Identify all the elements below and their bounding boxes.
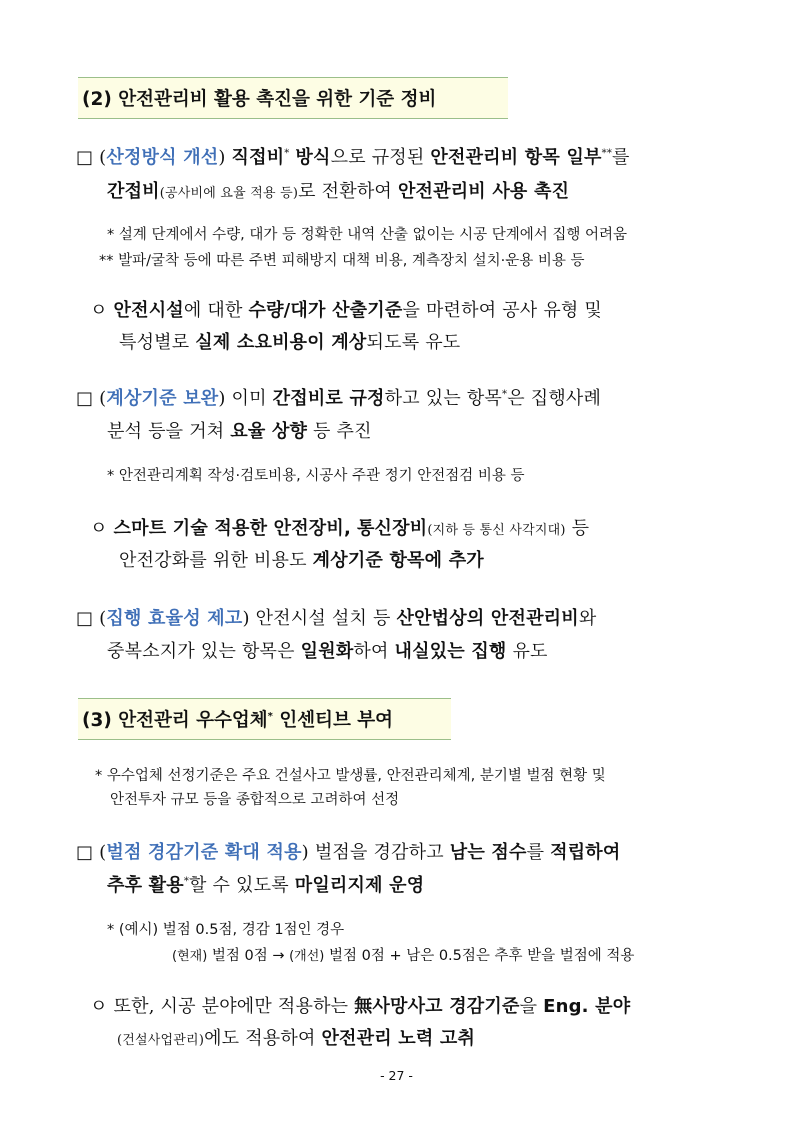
subitem-safety-facility-line2: 특성별로 실제 소요비용이 계상되도록 유도 bbox=[119, 332, 461, 353]
section-3-header bbox=[78, 698, 451, 740]
item-execution-efficiency: □ (집행 효율성 제고) 안전시설 설치 등 산안법상의 안전관리비와 bbox=[76, 608, 597, 629]
circle-bullet: ㅇ bbox=[90, 518, 108, 539]
item-standard-supplement-line2: 분석 등을 거쳐 요율 상향 등 추진 bbox=[107, 421, 372, 442]
box-bullet: □ bbox=[76, 608, 94, 629]
box-bullet: □ bbox=[76, 842, 94, 863]
subitem-eng-extension-line2: (건설사업관리)에도 적용하여 안전관리 노력 고취 bbox=[117, 1028, 476, 1049]
footnote: * (예시) 벌점 0.5점, 경감 1점인 경우 bbox=[107, 922, 345, 938]
item-calculation-method-line2: 간접비(공사비에 요율 적용 등)로 전환하여 안전관리비 사용 촉진 bbox=[107, 181, 570, 202]
item-calculation-method: □ (산정방식 개선) 직접비* 방식으로 규정된 안전관리비 항목 일부**를 bbox=[76, 147, 630, 168]
footnote: ** 발파/굴착 등에 따른 주변 피해방지 대책 비용, 계측장치 설치·운용 비용 등 bbox=[99, 253, 585, 269]
footnote: * 우수업체 선정기준은 주요 건설사고 발생률, 안전관리체계, 분기별 벌점 현황 및 bbox=[95, 768, 606, 784]
item-execution-efficiency-line2: 중복소지가 있는 항목은 일원화하여 내실있는 집행 유도 bbox=[107, 641, 548, 662]
subitem-safety-facility: ㅇ 안전시설에 대한 수량/대가 산출기준을 마련하여 공사 유형 및 bbox=[90, 300, 603, 321]
item-penalty-reduction-line2: 추후 활용*할 수 있도록 마일리지제 운영 bbox=[107, 875, 425, 896]
circle-bullet: ㅇ bbox=[90, 996, 108, 1017]
footnote: * 안전관리계획 작성·검토비용, 시공사 주관 정기 안전점검 비용 등 bbox=[107, 468, 525, 484]
subitem-eng-extension: ㅇ 또한, 시공 분야에만 적용하는 無사망사고 경감기준을 Eng. 분야 bbox=[90, 996, 631, 1017]
section-2-header bbox=[78, 77, 508, 119]
box-bullet: □ bbox=[76, 388, 94, 409]
tag-calculation-method: 산정방식 개선 bbox=[106, 147, 219, 168]
footnote-example: (현재) 벌점 0점 → (개선) 벌점 0점 + 남은 0.5점은 추후 받을 벌점에 적용 bbox=[172, 948, 635, 964]
circle-bullet: ㅇ bbox=[90, 300, 108, 321]
page-number: - 27 - bbox=[380, 1068, 413, 1083]
footnote: 안전투자 규모 등을 종합적으로 고려하여 선정 bbox=[110, 792, 400, 808]
section-3-title: (3) 안전관리 우수업체* 인센티브 부여 bbox=[82, 710, 393, 731]
box-bullet: □ bbox=[76, 147, 94, 168]
tag-execution-efficiency: 집행 효율성 제고 bbox=[106, 608, 243, 629]
subitem-smart-equipment: ㅇ 스마트 기술 적용한 안전장비, 통신장비(지하 등 통신 사각지대) 등 bbox=[90, 518, 590, 539]
section-2-title: (2) 안전관리비 활용 촉진을 위한 기준 정비 bbox=[82, 89, 437, 110]
tag-penalty-reduction: 벌점 경감기준 확대 적용 bbox=[106, 842, 302, 863]
tag-standard-supplement: 계상기준 보완 bbox=[106, 388, 219, 409]
subitem-smart-equipment-line2: 안전강화를 위한 비용도 계상기준 항목에 추가 bbox=[119, 550, 484, 571]
item-standard-supplement: □ (계상기준 보완) 이미 간접비로 규정하고 있는 항목*은 집행사례 bbox=[76, 388, 602, 409]
item-penalty-reduction: □ (벌점 경감기준 확대 적용) 벌점을 경감하고 남는 점수를 적립하여 bbox=[76, 842, 621, 863]
footnote: * 설계 단계에서 수량, 대가 등 정확한 내역 산출 없이는 시공 단계에서 집행 어려움 bbox=[107, 227, 627, 243]
